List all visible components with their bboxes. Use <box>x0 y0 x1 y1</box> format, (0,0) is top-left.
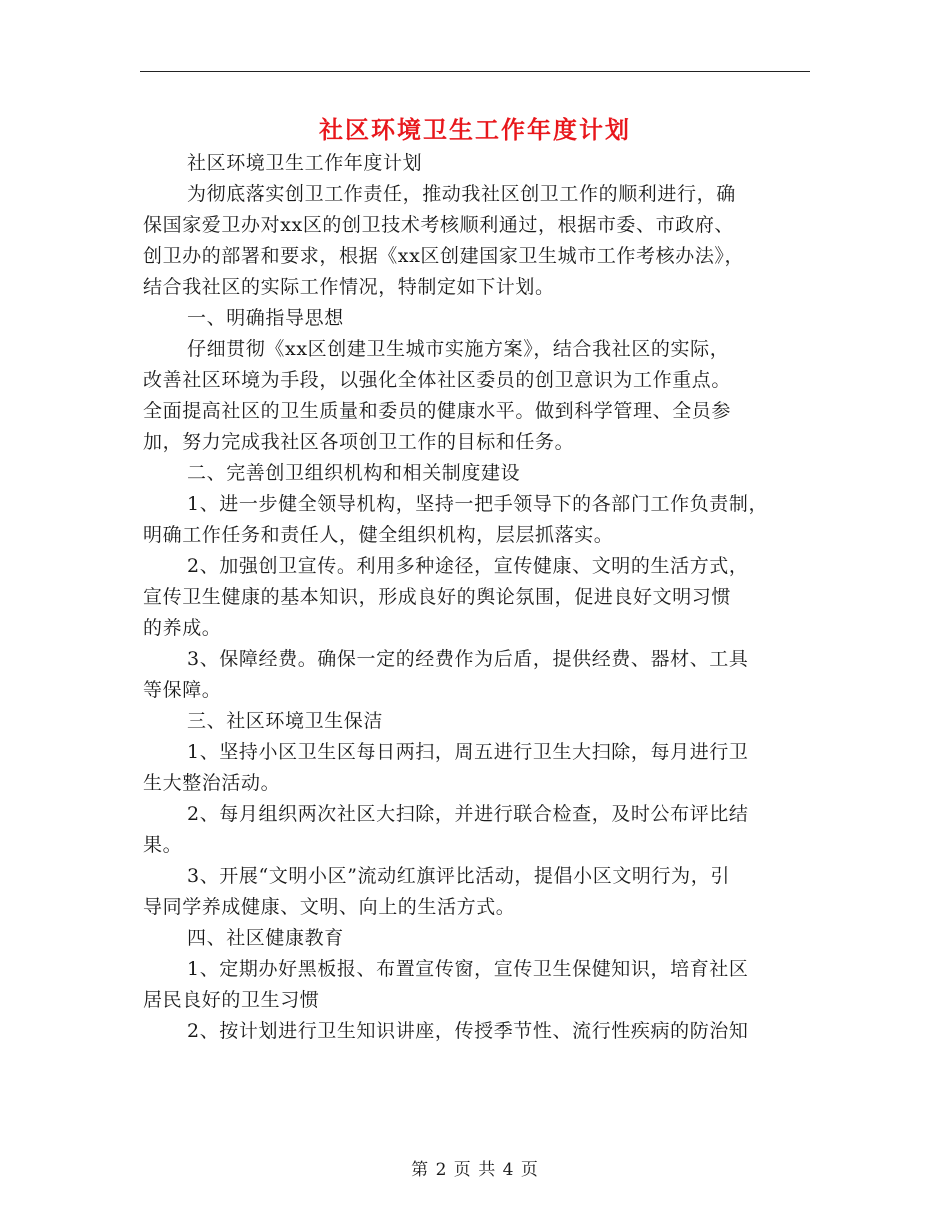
text-line: 加，努力完成我社区各项创卫工作的目标和任务。 <box>143 431 575 453</box>
text-line: 明确工作任务和责任人，健全组织机构，层层抓落实。 <box>143 524 614 546</box>
text-line: 居民良好的卫生习惯 <box>143 989 320 1011</box>
text-line: 二、完善创卫组织机构和相关制度建设 <box>187 462 521 484</box>
text-line: 为彻底落实创卫工作责任，推动我社区创卫工作的顺利进行，确 <box>187 183 736 205</box>
text-line: 四、社区健康教育 <box>187 927 344 949</box>
paragraph <box>143 1016 808 1047</box>
header-rule <box>140 71 810 72</box>
text-line: 创卫办的部署和要求，根据《xx区创建国家卫生城市工作考核办法》， <box>143 245 745 267</box>
paragraph <box>143 551 808 644</box>
text-line: 社区环境卫生工作年度计划 <box>187 152 423 174</box>
text-line: 1、坚持小区卫生区每日两扫，周五进行卫生大扫除，每月进行卫 <box>187 741 749 763</box>
text-line: 的养成。 <box>143 617 222 639</box>
text-line: 结合我社区的实际工作情况，特制定如下计划。 <box>143 276 555 298</box>
paragraph <box>143 644 808 706</box>
paragraph <box>143 489 808 551</box>
text-line: 果。 <box>143 834 183 856</box>
text-line: 3、开展“文明小区”流动红旗评比活动，提倡小区文明行为，引 <box>187 865 730 887</box>
text-line: 生大整治活动。 <box>143 772 281 794</box>
text-line: 等保障。 <box>143 679 222 701</box>
text-line: 1、进一步健全领导机构，坚持一把手领导下的各部门工作负责制， <box>187 493 769 515</box>
document-title: 社区环境卫生工作年度计划 <box>319 115 631 144</box>
text-line: 2、加强创卫宣传。利用多种途径，宣传健康、文明的生活方式， <box>187 555 749 577</box>
paragraph <box>143 861 808 923</box>
paragraph <box>143 706 808 737</box>
page-footer: 第 2 页 共 4 页 <box>411 1160 539 1180</box>
paragraph <box>143 303 808 334</box>
document-body <box>143 148 808 1047</box>
paragraph <box>143 954 808 1016</box>
text-line: 导同学养成健康、文明、向上的生活方式。 <box>143 896 516 918</box>
text-line: 改善社区环境为手段，以强化全体社区委员的创卫意识为工作重点。 <box>143 369 732 391</box>
paragraph <box>143 923 808 954</box>
paragraph <box>143 334 808 458</box>
text-line: 全面提高社区的卫生质量和委员的健康水平。做到科学管理、全员参 <box>143 400 732 422</box>
paragraph <box>143 458 808 489</box>
text-line: 一、明确指导思想 <box>187 307 344 329</box>
text-line: 1、定期办好黑板报、布置宣传窗，宣传卫生保健知识，培育社区 <box>187 958 749 980</box>
text-line: 三、社区环境卫生保洁 <box>187 710 384 732</box>
paragraph <box>143 737 808 799</box>
text-line: 宣传卫生健康的基本知识，形成良好的舆论氛围，促进良好文明习惯 <box>143 586 732 608</box>
paragraph <box>143 148 808 179</box>
text-line: 保国家爱卫办对xx区的创卫技术考核顺利通过，根据市委、市政府、 <box>143 214 735 236</box>
text-line: 2、每月组织两次社区大扫除，并进行联合检查，及时公布评比结 <box>187 803 749 825</box>
text-line: 2、按计划进行卫生知识讲座，传授季节性、流行性疾病的防治知 <box>187 1020 749 1042</box>
text-line: 仔细贯彻《xx区创建卫生城市实施方案》，结合我社区的实际， <box>187 338 730 360</box>
paragraph <box>143 799 808 861</box>
text-line: 3、保障经费。确保一定的经费作为后盾，提供经费、器材、工具 <box>187 648 749 670</box>
paragraph <box>143 179 808 303</box>
